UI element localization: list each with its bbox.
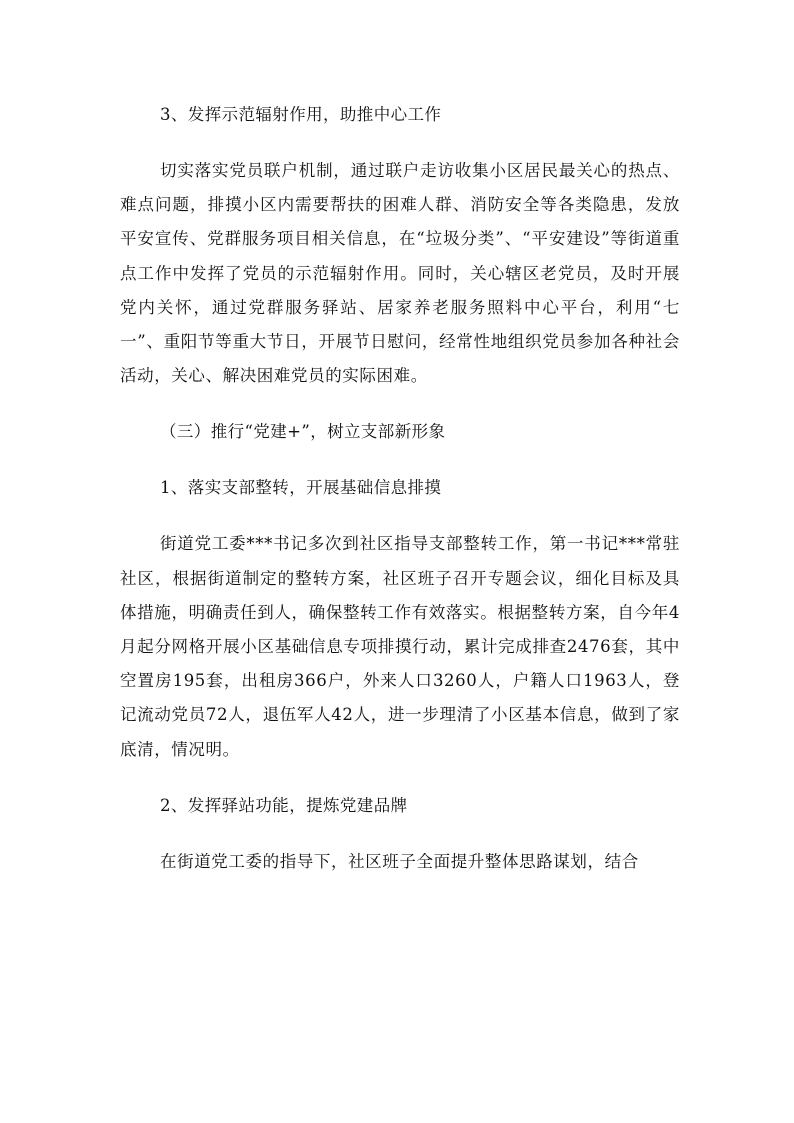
item-2-heading: 2、发挥驿站功能，提炼党建品牌 xyxy=(160,795,408,815)
section-3-paragraph: 切实落实党员联户机制，通过联户走访收集小区居民最关心的热点、难点问题，排摸小区内需要帮扶的困难人群、消防安全等各类隐患，发放平安宣传、党群服务项目相关信息，在“垃圾分类”、“平安建设”等街道重点工作中发挥了党员的示范辐射作用。同时，关心辖区老党员，及时开展党内关怀，通过党群服务驿站、居家养老服务照料中心平台，利用“七一”、重阳节等重大节日，开展节日慰问，经常性地组织党员参加各种社会活动，关心、解决困难党员的实际困难。 xyxy=(120,161,680,386)
section-3-heading: 3、发挥示范辐射作用，助推中心工作 xyxy=(160,105,442,124)
part-3-heading: （三）推行“党建+”，树立支部新形象 xyxy=(160,422,446,442)
document-body xyxy=(120,98,680,901)
item-1-heading: 1、落实支部整转，开展基础信息排摸 xyxy=(160,478,442,498)
item-1-paragraph: 街道党工委***书记多次到社区指导支部整转工作，第一书记***常驻社区，根据街道制定的整转方案，社区班子召开专题会议，细化目标及具体措施，明确责任到人，确保整转工作有效落实。根据整转方案，自今年4月起分网格开展小区基础信息专项排摸行动，累计完成排查2476套，其中空置房195套，出租房366户，外来人口3260人，户籍人口1963人，登记流动党员72人，退伍军人42人，进一步理清了小区基本信息，做到了家底清，情况明。 xyxy=(120,534,680,759)
item-2-paragraph: 在街道党工委的指导下，社区班子全面提升整体思路谋划，结合 xyxy=(160,851,639,871)
